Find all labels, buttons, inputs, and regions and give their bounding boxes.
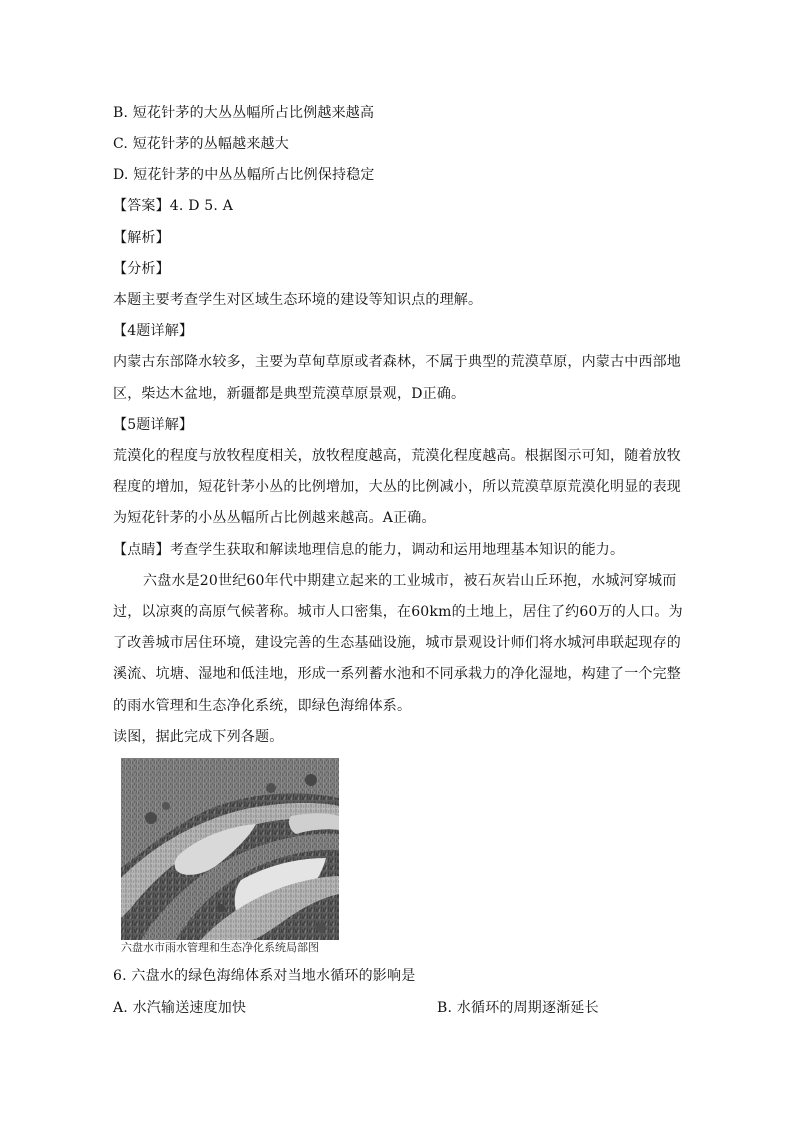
option-b-text: B. 短花针茅的大丛丛幅所占比例越来越高 bbox=[113, 105, 375, 121]
q5-text-3: 为短花针茅的小丛丛幅所占比例越来越高。A正确。 bbox=[113, 510, 436, 526]
question-6-option-b: B. 水循环的周期逐渐延长 bbox=[437, 1000, 599, 1016]
analysis-text: 本题主要考查学生对区域生态环境的建设等知识点的理解。 bbox=[113, 292, 483, 308]
passage-line-5: 的雨水管理和生态净化系统，即绿色海绵体系。 bbox=[113, 698, 412, 714]
passage-line-1: 六盘水是20世纪60年代中期建立起来的工业城市，被石灰岩山丘环抱，水城河穿城而 bbox=[143, 573, 677, 589]
analysis-heading: 【解析】 bbox=[113, 230, 170, 246]
wetland-photo bbox=[121, 758, 339, 940]
q4-text-2: 区，柴达木盆地，新疆都是典型荒漠草原景观，D正确。 bbox=[113, 386, 466, 402]
passage-line-2: 过，以凉爽的高原气候著称。城市人口密集，在60km的土地上，居住了约60万的人口。为 bbox=[113, 604, 683, 620]
wetland-photo-image bbox=[121, 758, 339, 940]
q5-text-2: 程度的增加，短花针茅小丛的比例增加，大丛的比例减小，所以荒漠草原荒漠化明显的表现 bbox=[113, 479, 681, 495]
option-c-text: C. 短花针茅的丛幅越来越大 bbox=[113, 136, 289, 152]
q4-heading: 【4题详解】 bbox=[113, 323, 194, 339]
q5-text-1: 荒漠化的程度与放牧程度相关，放牧程度越高，荒漠化程度越高。根据图示可知，随着放牧 bbox=[113, 448, 681, 464]
figure-caption: 六盘水市雨水管理和生态净化系统局部图 bbox=[121, 941, 319, 954]
q5-heading: 【5题详解】 bbox=[113, 417, 194, 433]
passage-line-4: 溪流、坑塘、湿地和低洼地，形成一系列蓄水池和不同承栽力的净化湿地，构建了一个完整 bbox=[113, 666, 681, 682]
dianjing-line: 【点睛】考查学生获取和解读地理信息的能力，调动和运用地理基本知识的能力。 bbox=[113, 542, 625, 558]
question-6-option-a: A. 水汽输送速度加快 bbox=[113, 1000, 247, 1016]
passage-line-3: 了改善城市居住环境，建设完善的生态基础设施，城市景观设计师们将水城河串联起现存的 bbox=[113, 635, 681, 651]
fenxi-heading: 【分析】 bbox=[113, 261, 170, 277]
q4-text-1: 内蒙古东部降水较多，主要为草甸草原或者森林，不属于典型的荒漠草原，内蒙古中西部地 bbox=[113, 354, 681, 370]
option-d-text: D. 短花针茅的中丛丛幅所占比例保持稳定 bbox=[113, 167, 375, 183]
read-figure-instruction: 读图，据此完成下列各题。 bbox=[113, 729, 284, 745]
answer-line: 【答案】4. D 5. A bbox=[113, 198, 234, 214]
question-6-stem: 6. 六盘水的绿色海绵体系对当地水循环的影响是 bbox=[113, 968, 416, 984]
